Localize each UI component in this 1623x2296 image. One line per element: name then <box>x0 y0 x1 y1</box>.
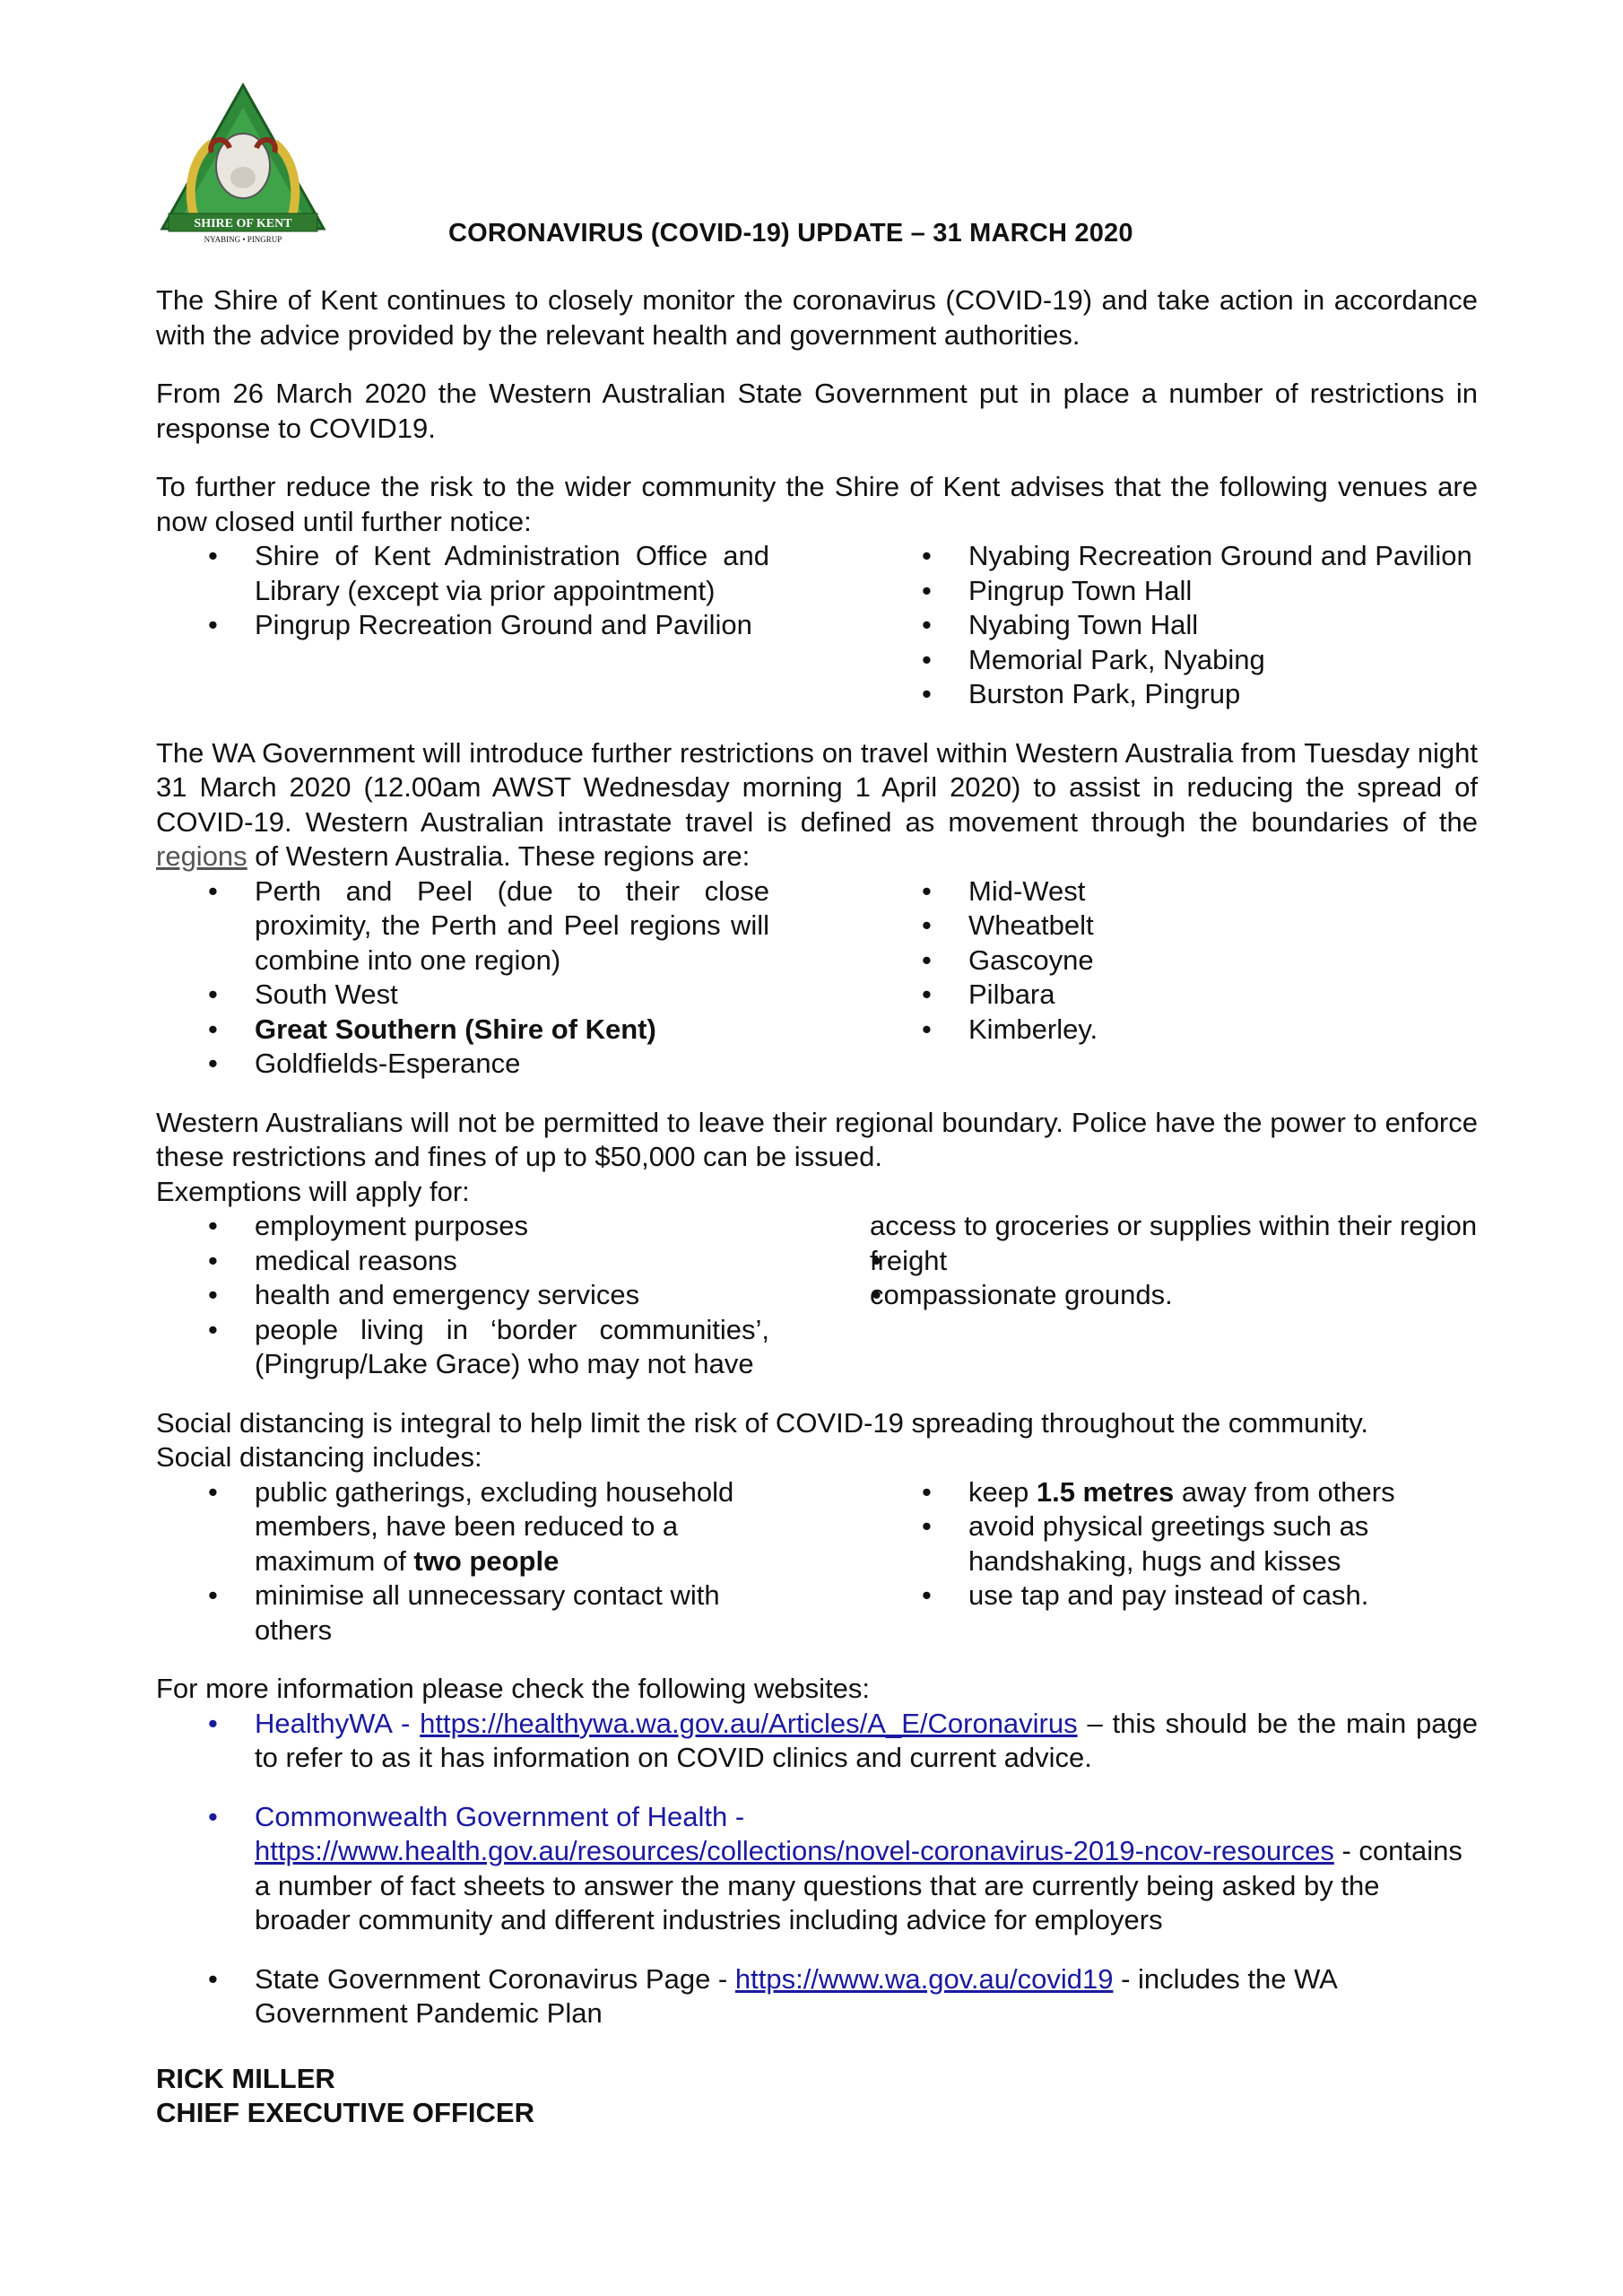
list-item: • Pilbara <box>915 978 1478 1013</box>
list-item: • use tap and pay instead of cash. <box>915 1578 1478 1613</box>
more-info-intro: For more information please check the following websites: <box>156 1673 871 1704</box>
list-item: • Great Southern (Shire of Kent) <box>156 1013 769 1048</box>
list-item: • Wheatbelt <box>915 909 1478 944</box>
list-item: • Memorial Park, Nyabing <box>915 643 1478 678</box>
paragraph-boundary: Western Australians will not be permitted to leave their regional boundary. Police have the power to enforce these restrictions and fines of up to $50,000 can be issued. <box>156 1106 1478 1172</box>
list-item: • people living in ‘border communities’, (Pingrup/Lake Grace) who may not have <box>156 1313 769 1382</box>
list-item-continued: access to groceries or supplies within their region <box>870 1210 1478 1241</box>
list-item: • Nyabing Recreation Ground and Pavilion <box>915 539 1478 574</box>
list-item: • Kimberley. <box>915 1013 1478 1048</box>
paragraph-restrictions: From 26 March 2020 the Western Australian State Government put in place a number of restrictions in response to COVID19. <box>156 378 1478 444</box>
list-item: • public gatherings, excluding household members, have been reduced to a maximum of two people <box>156 1475 838 1579</box>
social-distancing-list <box>156 1475 1478 1648</box>
list-item: • health and emergency services <box>156 1278 769 1313</box>
list-item: • Perth and Peel (due to their close proximity, the Perth and Peel regions will combine into one region) <box>156 874 769 978</box>
list-item: • Gascoyne <box>915 944 1478 978</box>
list-item: • keep 1.5 metres away from others <box>915 1475 1478 1510</box>
page-title: CORONAVIRUS (COVID-19) UPDATE – 31 MARCH 2020 <box>448 219 1133 248</box>
closed-venues-list <box>156 539 1478 712</box>
list-item: • compassionate grounds. <box>864 1278 1478 1313</box>
list-item-state-government: • State Government Coronavirus Page - https://www.wa.gov.au/covid19 - includes the WA Government Pandemic Plan <box>156 1962 1478 2031</box>
list-item: • Goldfields-Esperance <box>156 1047 769 1082</box>
list-item: • Pingrup Recreation Ground and Pavilion <box>156 608 769 643</box>
list-item: • South West <box>156 978 769 1013</box>
list-item: • Nyabing Town Hall <box>915 608 1478 643</box>
regions-list <box>156 874 1478 1082</box>
shire-of-kent-logo <box>158 81 328 251</box>
websites-list <box>156 1707 1478 2031</box>
healthywa-link[interactable]: https://healthywa.wa.gov.au/Articles/A_E/Coronavirus <box>420 1707 1078 1739</box>
regions-left <box>156 874 769 1082</box>
document-body <box>156 283 1478 2131</box>
closed-venues-left <box>156 539 769 712</box>
logo-subtext: NYABING • PINGRUP <box>204 235 282 244</box>
exemptions-right <box>864 1209 1478 1382</box>
list-item: • Burston Park, Pingrup <box>915 677 1478 712</box>
social-distancing-right <box>915 1475 1478 1648</box>
signature-block <box>156 2062 1478 2131</box>
paragraph-closures: To further reduce the risk to the wider community the Shire of Kent advises that the following venues are now closed until further notice: <box>156 471 1478 537</box>
logo-text: SHIRE OF KENT <box>194 217 292 230</box>
regions-right <box>915 874 1478 1082</box>
commonwealth-health-link[interactable]: https://www.health.gov.au/resources/collections/novel-coronavirus-2019-ncov-resources <box>255 1835 1334 1866</box>
exemptions-left <box>156 1209 769 1382</box>
signatory-name: RICK MILLER <box>156 2062 335 2094</box>
list-item: • Pingrup Town Hall <box>915 574 1478 609</box>
social-distancing-intro: Social distancing includes: <box>156 1441 482 1473</box>
signatory-role: CHIEF EXECUTIVE OFFICER <box>156 2097 534 2128</box>
wa-covid19-link[interactable]: https://www.wa.gov.au/covid19 <box>734 1962 1114 1995</box>
regions-link[interactable]: regions <box>156 840 247 872</box>
closed-venues-right <box>915 539 1478 712</box>
list-item-healthywa: • HealthyWA - https://healthywa.wa.gov.au/Articles/A_E/Coronavirus – this should be the main page to refer to as it has information on COVID clinics and current advice. <box>156 1707 1478 1776</box>
list-item: • employment purposes <box>156 1209 769 1244</box>
list-item: • Mid-West <box>915 874 1478 909</box>
list-item-commonwealth: • Commonwealth Government of Health - https://www.health.gov.au/resources/collections/novel-coronavirus-2019-ncov-resources - contains a number of fact sheets to answer the many questions that are currently being asked by the broader community and different industries including advice for employers <box>156 1800 1478 1938</box>
list-item: • minimise all unnecessary contact with others <box>156 1578 838 1648</box>
paragraph-travel: The WA Government will introduce further restrictions on travel within Western Australia from Tuesday night 31 March 2020 (12.00am AWST Wednesday morning 1 April 2020) to assist in reducing the spread of COVID-19. Western Australian intrastate travel is defined as movement through the boundaries of the regions of Western Australia. These regions are: <box>156 736 1478 872</box>
paragraph-intro: The Shire of Kent continues to closely monitor the coronavirus (COVID-19) and take action in accordance with the advice provided by the relevant health and government authorities. <box>156 284 1478 351</box>
exemptions-intro: Exemptions will apply for: <box>156 1175 470 1207</box>
list-item: • medical reasons <box>156 1244 769 1279</box>
exemptions-list <box>156 1209 1478 1382</box>
paragraph-social-distancing: Social distancing is integral to help limit the risk of COVID-19 spreading throughout the community. <box>156 1406 1369 1439</box>
list-item: • Shire of Kent Administration Office and Library (except via prior appointment) <box>156 539 769 608</box>
list-item: • avoid physical greetings such as handshaking, hugs and kisses <box>915 1509 1478 1578</box>
social-distancing-left <box>156 1475 838 1648</box>
list-item: • freight <box>864 1244 1478 1279</box>
